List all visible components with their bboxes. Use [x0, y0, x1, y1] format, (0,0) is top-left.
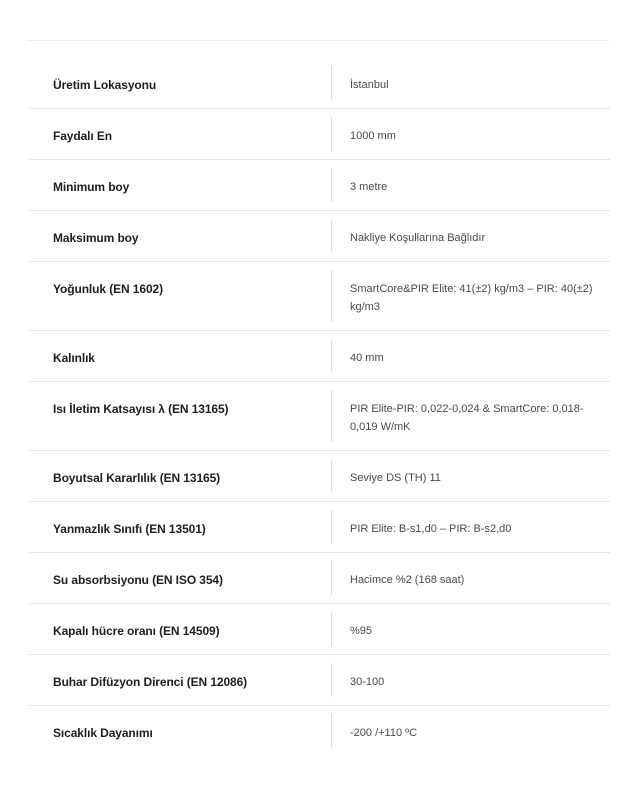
spec-value: Seviye DS (TH) 11	[350, 472, 441, 484]
spec-value: İstanbul	[350, 79, 389, 91]
spec-label: Minimum boy	[53, 180, 130, 194]
spec-label: Faydalı En	[53, 129, 113, 143]
spec-value: %95	[350, 625, 373, 637]
spec-row-minimum-length	[29, 160, 610, 211]
spec-row-fire-class	[29, 502, 610, 553]
spec-row-production-location	[29, 58, 610, 109]
spec-label: Yanmazlık Sınıfı (EN 13501)	[53, 522, 206, 536]
spec-value: SmartCore&PIR Elite: 41(±2) kg/m3 – PIR: 40(±2) kg/m3	[350, 283, 593, 313]
spec-row-closed-cell-ratio	[29, 604, 610, 655]
spec-row-dimensional-stability	[29, 451, 610, 502]
spec-label: Isı İletim Katsayısı λ (EN 13165)	[53, 402, 229, 416]
spec-label: Üretim Lokasyonu	[53, 78, 157, 92]
spec-value: -200 /+110 ºC	[350, 727, 418, 739]
spec-value: 30-100	[350, 676, 385, 688]
spec-value: 1000 mm	[350, 130, 396, 142]
spec-value: PIR Elite: B-s1,d0 – PIR: B-s2,d0	[350, 523, 512, 535]
spec-row-density	[29, 262, 610, 331]
spec-label: Kapalı hücre oranı (EN 14509)	[53, 624, 220, 638]
spec-row-maximum-length	[29, 211, 610, 262]
spec-row-thermal-conductivity	[29, 382, 610, 451]
spec-row-water-absorption	[29, 553, 610, 604]
spec-row-usable-width	[29, 109, 610, 160]
spec-value: 40 mm	[350, 352, 384, 364]
spec-row-vapor-diffusion	[29, 655, 610, 706]
spec-label: Maksimum boy	[53, 231, 139, 245]
spec-row-thickness	[29, 331, 610, 382]
spec-value: Hacimce %2 (168 saat)	[350, 574, 465, 586]
spec-label: Buhar Difüzyon Direnci (EN 12086)	[53, 675, 248, 689]
spec-label: Su absorbsiyonu (EN ISO 354)	[53, 573, 223, 587]
spec-value: 3 metre	[350, 181, 388, 193]
spec-value: Nakliye Koşullarına Bağlıdır	[350, 232, 486, 244]
spec-label: Boyutsal Kararlılık (EN 13165)	[53, 471, 221, 485]
spec-label: Kalınlık	[53, 351, 95, 365]
top-divider	[26, 40, 610, 41]
spec-value: PIR Elite-PIR: 0,022-0,024 & SmartCore: 0,018-0,019 W/mK	[350, 403, 584, 433]
spec-label: Sıcaklık Dayanımı	[53, 726, 153, 740]
spec-label: Yoğunluk (EN 1602)	[53, 282, 163, 296]
spec-table	[29, 58, 610, 757]
spec-row-temperature-resistance	[29, 706, 610, 757]
